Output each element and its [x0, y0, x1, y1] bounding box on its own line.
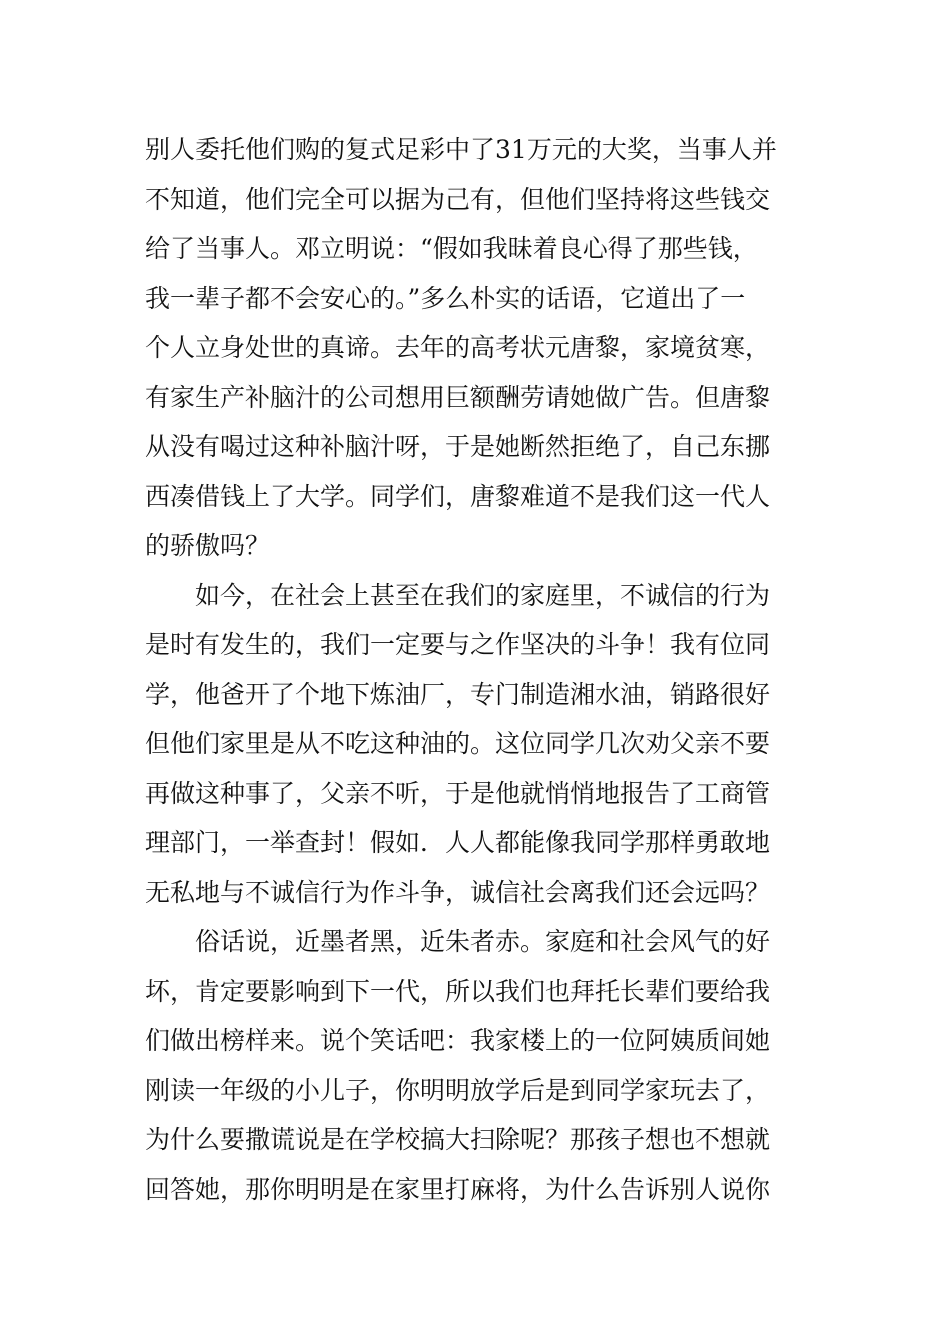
text-line: 是时有发生的，我们一定要与之作坚决的斗争！我有位同 [145, 630, 771, 659]
text-line: 为什么要撒谎说是在学校搞大扫除呢？那孩子想也不想就 [145, 1125, 771, 1154]
text-line: 学，他爸开了个地下炼油厂，专门制造湘水油，销路很好 [145, 679, 771, 709]
text-line: 再做这种事了，父亲不听，于是他就悄悄地报告了工商管 [145, 778, 771, 808]
text-line: 个人立身处世的真谛。去年的高考状元唐黎，家境贫寒， [145, 333, 771, 362]
text-line: 回答她，那你明明是在家里打麻将，为什么告诉别人说你 [145, 1174, 771, 1204]
text-line: 无私地与不诚信行为作斗争，诚信社会离我们还会远吗？ [145, 877, 771, 907]
text-line: 西凑借钱上了大学。同学们，唐黎难道不是我们这一代人 [145, 481, 771, 511]
text-line: 不知道，他们完全可以据为己有，但他们坚持将这些钱交 [145, 184, 771, 214]
paragraph-first-line: 如今，在社会上甚至在我们的家庭里，不诚信的行为 [195, 580, 771, 610]
text-line: 的骄傲吗？ [145, 531, 271, 560]
text-line: 有家生产补脑汁的公司想用巨额酬劳请她做广告。但唐黎 [145, 382, 771, 412]
text-line: 刚读一年级的小儿子，你明明放学后是到同学家玩去了， [145, 1075, 771, 1105]
text-line: 们做出榜样来。说个笑话吧：我家楼上的一位阿姨质间她 [145, 1026, 771, 1055]
text-line: 坏，肯定要影响到下一代，所以我们也拜托长辈们要给我 [145, 976, 771, 1006]
document-body [145, 125, 810, 1214]
text-line: 我一辈子都不会安心的。”多么朴实的话语，它道出了一 [145, 283, 746, 313]
text-line: 从没有喝过这种补脑汁呀，于是她断然拒绝了，自己东挪 [145, 432, 771, 461]
text-line: 给了当事人。邓立明说：“假如我昧着良心得了那些钱， [145, 234, 758, 263]
text-line: 但他们家里是从不吃这种油的。这位同学几次劝父亲不要 [145, 729, 771, 758]
text-line: 别人委托他们购的复式足彩中了31万元的大奖，当事人并 [145, 135, 777, 164]
paragraph-first-line: 俗话说，近墨者黑，近朱者赤。家庭和社会风气的好 [195, 927, 771, 956]
text-line: 理部门，一举查封！假如．人人都能像我同学那样勇敢地 [145, 828, 771, 857]
